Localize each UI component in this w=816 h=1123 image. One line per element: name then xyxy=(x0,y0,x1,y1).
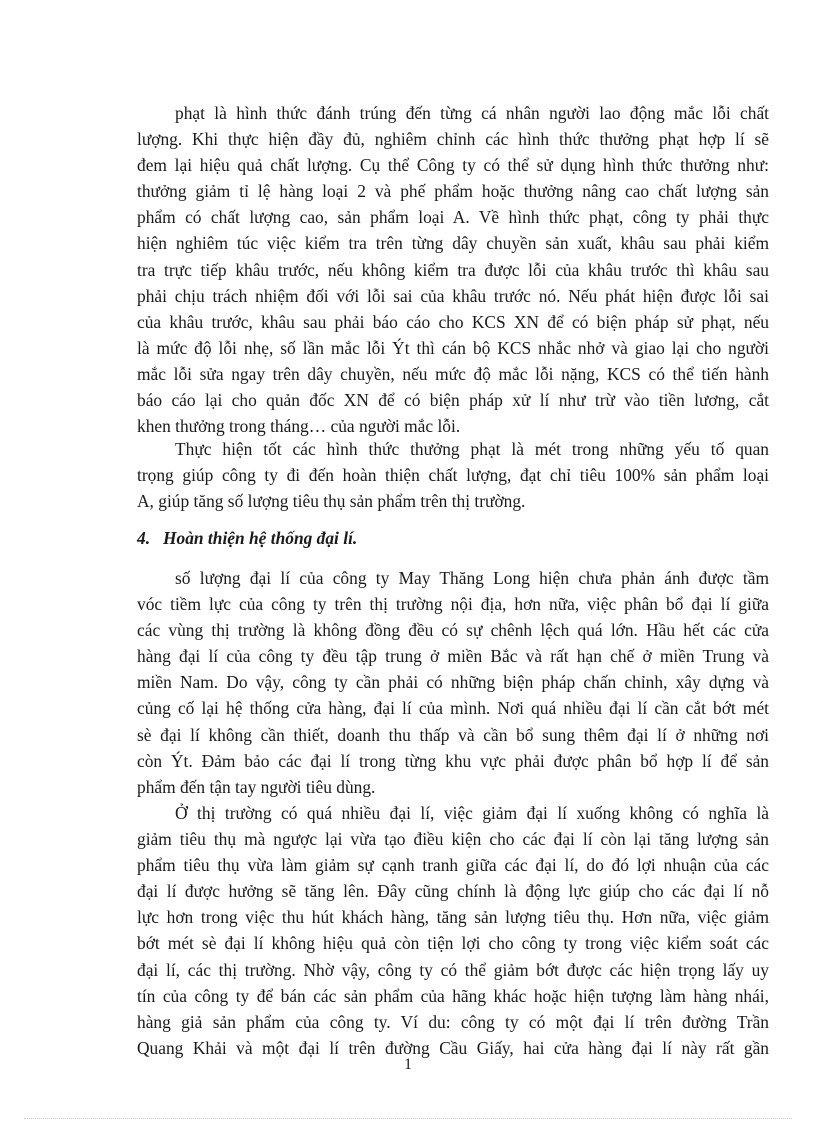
text-line: bớt mét sè đại lí không hiệu quả còn tiện lợi cho công ty trong việc kiểm soát các xyxy=(137,933,769,954)
paragraph-agency-system xyxy=(137,565,769,800)
text-line: mắc lỗi sửa ngay trên dây chuyền, nếu mức độ mắc lỗi nặng, KCS có thể tiến hành xyxy=(137,363,769,384)
text-line: Thực hiện tốt các hình thức thưởng phạt là mét trong những yếu tố quan xyxy=(175,439,769,459)
text-line: phạt là hình thức đánh trúng đến từng cá nhân người lao động mắc lỗi chất xyxy=(175,103,769,123)
text-line: là mức độ lỗi nhẹ, số lần mắc lỗi Ýt thì cán bộ KCS nhắc nhở và giao lại cho người xyxy=(137,337,769,358)
text-line: củng cố lại hệ thống cửa hàng, đại lí của mình. Nơi quá nhiều đại lí cần cắt bớt mét xyxy=(137,698,769,719)
paragraph-reduce-agencies xyxy=(137,800,769,1061)
text-line: lượng. Khi thực hiện đầy đủ, nghiêm chỉnh các hình thức thưởng phạt hợp lí sẽ xyxy=(137,129,769,150)
text-line: khen thưởng trong tháng… của người mắc lỗi. xyxy=(137,416,461,437)
text-line: miền Nam. Do vậy, công ty cần phải có những biện pháp chấn chỉnh, xây dựng và xyxy=(137,672,769,693)
text-line: phẩm tiêu thụ vừa làm giảm sự cạnh tranh giữa các đại lí, do đó lợi nhuận của các xyxy=(137,855,769,876)
text-line: lực hơn trong việc thu hút khách hàng, tăng sản lượng tiêu thụ. Hơn nữa, việc giảm xyxy=(137,907,769,928)
paragraph-conclusion xyxy=(137,436,769,514)
text-line: phẩm có chất lượng cao, sản phẩm loại A. Về hình thức phạt, công ty phải thực xyxy=(137,207,769,228)
text-line: vóc tiềm lực của công ty trên thị trường nội địa, hơn nữa, việc phân bổ đại lí giữa xyxy=(137,594,769,615)
text-line: trọng giúp công ty đi đến hoàn thiện chất lượng, đạt chỉ tiêu 100% sản phẩm loại xyxy=(137,465,769,486)
text-line: đại lí được hưởng sẽ tăng lên. Đây cũng chính là động lực giúp cho các đại lí nỗ xyxy=(137,881,769,902)
section-heading xyxy=(137,528,357,549)
text-line: của khâu trước, khâu sau phải báo cáo cho KCS XN để có biện pháp sử phạt, nếu xyxy=(137,311,769,332)
text-line: tra trực tiếp khâu trước, nếu không kiểm tra được lỗi của khâu trước thì khâu sau xyxy=(137,259,769,280)
text-line: Ở thị trường có quá nhiều đại lí, việc giảm đại lí xuống không có nghĩa là xyxy=(175,803,769,823)
text-line: giảm tiêu thụ mà ngược lại vừa tạo điều kiện cho các đại lí còn lại tăng lượng sản xyxy=(137,829,769,850)
text-line: hàng giả sản phẩm của công ty. Ví du: công ty có một đại lí trên đường Trần xyxy=(137,1011,769,1032)
text-line: đại lí, các thị trường. Nhờ vậy, công ty có thể giảm bớt được các hiện trọng lấy uy xyxy=(137,959,769,980)
text-line: số lượng đại lí của công ty May Thăng Long hiện chưa phản ánh được tầm xyxy=(175,568,769,588)
text-line: A, giúp tăng số lượng tiêu thụ sản phẩm trên thị trường. xyxy=(137,491,526,512)
text-line: các vùng thị trường là không đồng đều có sự chênh lệch quá lớn. Hầu hết các cửa xyxy=(137,620,769,641)
text-line: phải chịu trách nhiệm đối với lỗi sai của khâu trước nó. Nếu phát hiện được lỗi sai xyxy=(137,285,769,306)
section-number: 4. xyxy=(137,528,151,548)
section-title: Hoàn thiện hệ thống đại lí. xyxy=(163,528,358,548)
text-line: tín của công ty để bán các sản phẩm của hãng khác hoặc hiện tượng làm hàng nhái, xyxy=(137,985,769,1006)
text-line: Quang Khải và một đại lí trên đường Cầu Giấy, hai cửa hàng đại lí này rất gần xyxy=(137,1037,769,1058)
text-line: còn Ýt. Đảm bảo các đại lí trong từng khu vực phải được phân bổ hợp lí để sản xyxy=(137,750,769,771)
text-line: phẩm đến tận tay người tiêu dùng. xyxy=(137,776,376,797)
page-number: 1 xyxy=(404,1056,412,1073)
text-line: đem lại hiệu quả chất lượng. Cụ thể Công ty có thể sử dụng hình thức thưởng như: xyxy=(137,155,769,176)
text-line: thưởng giảm tỉ lệ hàng loại 2 và phế phẩm hoặc thưởng nâng cao chất lượng sản xyxy=(137,181,769,202)
page-bottom-divider xyxy=(24,1118,792,1119)
paragraph-reward-penalty xyxy=(137,100,769,439)
text-line: sè đại lí không cần thiết, doanh thu thấp và cần bổ sung thêm đại lí ở những nơi xyxy=(137,724,769,745)
text-line: hàng đại lí của công ty đều tập trung ở miền Bắc và rất hạn chế ở miền Trung và xyxy=(137,646,769,667)
text-line: hiện nghiêm túc việc kiểm tra trên từng dây chuyền sản xuất, khâu sau phải kiểm xyxy=(137,233,769,254)
text-line: báo cáo lại cho quản đốc XN để có biện pháp xử lí như trừ vào tiền lương, cắt xyxy=(137,390,769,411)
